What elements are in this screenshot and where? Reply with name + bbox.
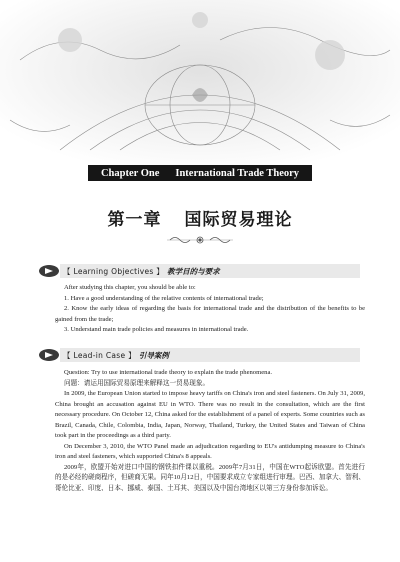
chapter-title-cn-block bbox=[0, 205, 400, 230]
chapter-title-en: International Trade Theory bbox=[175, 167, 300, 179]
learning-item-1: 1. Have a good understanding of the relative contents of international trade; bbox=[64, 294, 264, 302]
lead-in-question-cn: 问题：请运用国际贸易原理来解释这一贸易现象。 bbox=[64, 379, 210, 387]
arrow-badge-icon bbox=[38, 348, 60, 362]
learning-item-3: 3. Understand main trade policies and measures in international trade. bbox=[64, 326, 249, 333]
chapter-number-en: Chapter One bbox=[100, 167, 160, 179]
chapter-banner bbox=[88, 165, 312, 181]
chapter-number-cn: 第一章 bbox=[107, 210, 162, 230]
learning-objectives-header bbox=[38, 264, 220, 278]
lead-in-case-label-cn: 引导案例 bbox=[138, 350, 169, 360]
lead-in-case-body bbox=[55, 368, 365, 494]
ornament-divider bbox=[165, 233, 235, 247]
lead-in-question: Question: Try to use international trade theory to explain the trade phenomena. bbox=[64, 369, 273, 376]
arrow-badge-icon bbox=[38, 264, 60, 278]
lead-in-case-label: 【 Lead-in Case 】 bbox=[63, 350, 136, 360]
lead-in-paragraph-1: In 2009, the European Union started to impose heavy tariffs on China's iron and steel fasteners. On July 31, 2009, China brought an accusation against EU in WTO. There was no result in the consultation, which are the first necessary procedure. On October 12, China asked for the establishment of a panel of experts. Some countries such as Brazil, Canada, Chile, Colombia, India, Japan, Norway, Thailand, Turkey, the United States and Taiwan of China took part in the proceedings as a third party. bbox=[55, 390, 365, 439]
lead-in-paragraph-3: 2009年，欧盟开始对进口中国的钢铁扣件课以重税。2009年7月31日，中国在WTO起诉欧盟。首先进行的是必经的磋商程序，但磋商无果。同年10月12日，中国要求成立专家组进行审理。巴西、加拿大、智利、哥伦比亚、印度、日本、挪威、泰国、土耳其、美国以及中国台湾地区以第三方身份参加诉讼。 bbox=[55, 463, 365, 492]
lead-in-case-header bbox=[38, 348, 169, 362]
learning-objectives-label: 【 Learning Objectives 】 bbox=[63, 266, 165, 276]
learning-item-2: 2. Know the early ideas of regarding the basis for international trade and the distribution of the benefits to be gained from the trade; bbox=[55, 305, 365, 323]
learning-intro: After studying this chapter, you should be able to: bbox=[64, 284, 196, 291]
learning-objectives-body bbox=[55, 283, 365, 336]
learning-objectives-label-cn: 教学目的与要求 bbox=[167, 266, 220, 276]
chapter-title-cn: 国际贸易理论 bbox=[184, 210, 293, 230]
lead-in-paragraph-2: On December 3, 2010, the WTO Panel made an adjudication regarding to EU's antidumping measure to China's iron and steel fasteners, which supported China's 8 appeals. bbox=[55, 442, 365, 460]
chapter-header-illustration bbox=[0, 0, 400, 175]
